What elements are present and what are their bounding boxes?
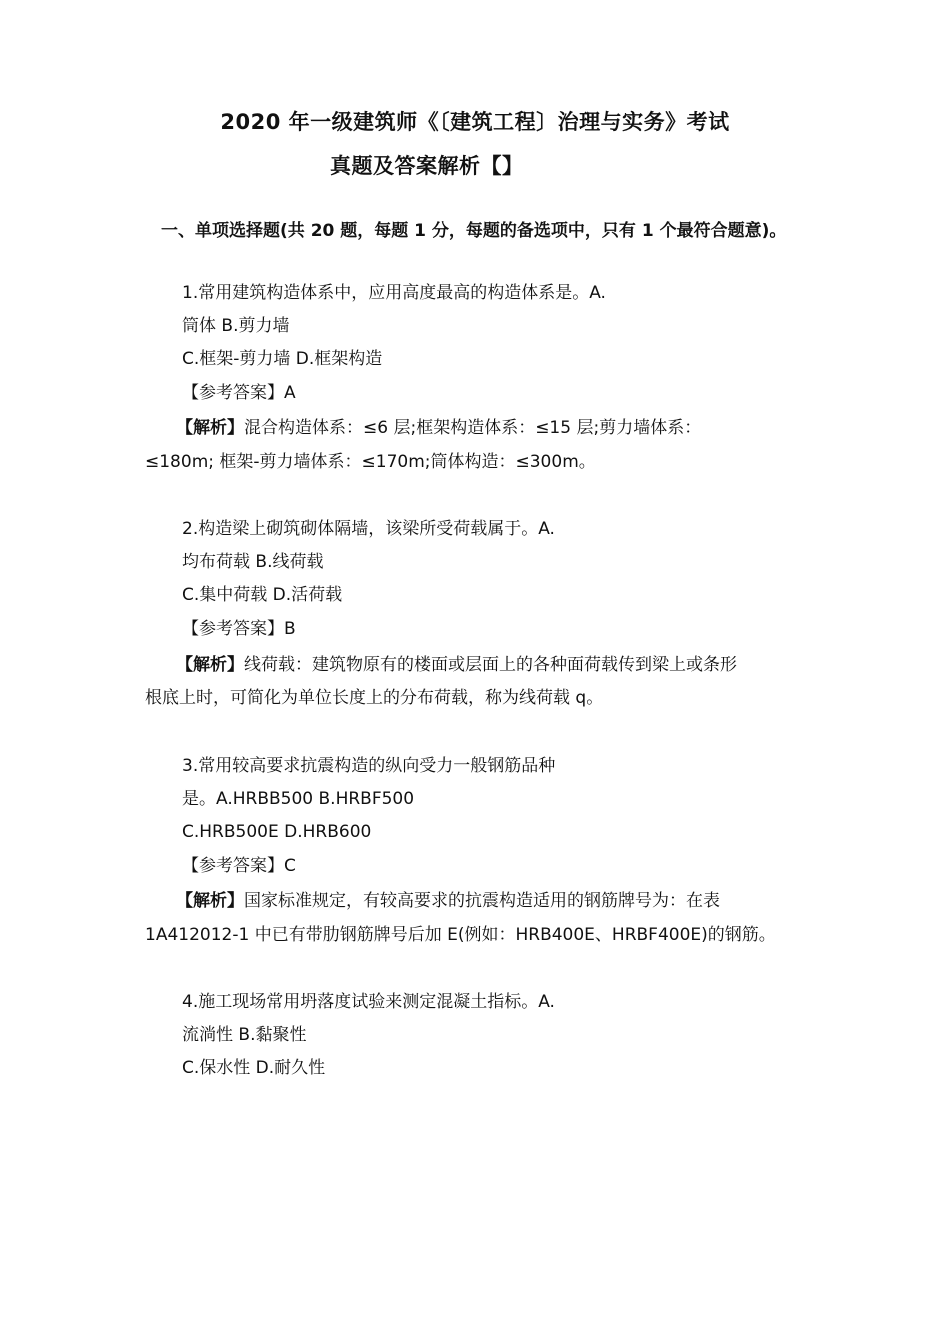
analysis-text: 线荷载：建筑物原有的楼面或层面上的各种面荷载传到梁上或条形 bbox=[244, 655, 737, 675]
question-3-stem: 3.常用较高要求抗震构造的纵向受力一般钢筋品种 bbox=[182, 756, 556, 776]
answer-label: 【参考答案】 bbox=[182, 619, 284, 639]
answer-value: C bbox=[284, 856, 296, 876]
question-2-options-line2: C.集中荷载 D.活荷载 bbox=[182, 585, 343, 605]
question-4-options-line2: C.保水性 D.耐久性 bbox=[182, 1058, 326, 1078]
question-1-options-line2: C.框架-剪力墙 D.框架构造 bbox=[182, 349, 383, 369]
question-2-stem: 2.构造梁上砌筑砌体隔墙，该梁所受荷载属于。A. bbox=[182, 519, 555, 539]
question-2-answer bbox=[182, 617, 296, 641]
answer-label: 【参考答案】 bbox=[182, 383, 284, 403]
analysis-label: 【解析】 bbox=[176, 891, 244, 911]
answer-label: 【参考答案】 bbox=[182, 856, 284, 876]
question-4-stem: 4.施工现场常用坍落度试验来测定混凝土指标。A. bbox=[182, 992, 555, 1012]
question-1-analysis-line2: ≤180m; 框架-剪力墙体系：≤170m;筒体构造：≤300m。 bbox=[145, 452, 596, 472]
question-2-options-line1: 均布荷载 B.线荷载 bbox=[182, 552, 324, 572]
question-3-answer bbox=[182, 854, 296, 878]
question-3-analysis-line1 bbox=[176, 889, 720, 913]
question-3-options-line2: C.HRB500E D.HRB600 bbox=[182, 822, 372, 842]
question-1-answer bbox=[182, 381, 296, 405]
document-title-line2: 真题及答案解析【】 bbox=[330, 154, 524, 178]
question-3-analysis-line2: 1A412012-1 中已有带肋钢筋牌号后加 E(例如：HRB400E、HRBF400E)的钢筋。 bbox=[145, 925, 776, 945]
question-1-analysis-line1 bbox=[176, 416, 701, 440]
answer-value: B bbox=[284, 619, 296, 639]
analysis-text: 混合构造体系：≤6 层;框架构造体系：≤15 层;剪力墙体系： bbox=[244, 418, 702, 438]
question-2-analysis-line2: 根底上时，可简化为单位长度上的分布荷载，称为线荷载 q。 bbox=[145, 688, 604, 708]
question-2-analysis-line1 bbox=[176, 653, 737, 677]
section-heading: 一、单项选择题(共 20 题，每题 1 分，每题的备选项中，只有 1 个最符合题意)。 bbox=[161, 221, 787, 241]
analysis-label: 【解析】 bbox=[176, 418, 244, 438]
answer-value: A bbox=[284, 383, 296, 403]
question-1-options-line1: 筒体 B.剪力墙 bbox=[182, 316, 290, 336]
question-1-stem: 1.常用建筑构造体系中，应用高度最高的构造体系是。A. bbox=[182, 283, 606, 303]
analysis-text: 国家标准规定，有较高要求的抗震构造适用的钢筋牌号为：在表 bbox=[244, 891, 720, 911]
document-title-line1: 2020 年一级建筑师《〔建筑工程〕治理与实务》考试 bbox=[220, 110, 730, 134]
question-3-options-line1: 是。A.HRBB500 B.HRBF500 bbox=[182, 789, 415, 809]
analysis-label: 【解析】 bbox=[176, 655, 244, 675]
question-4-options-line1: 流淌性 B.黏聚性 bbox=[182, 1025, 307, 1045]
